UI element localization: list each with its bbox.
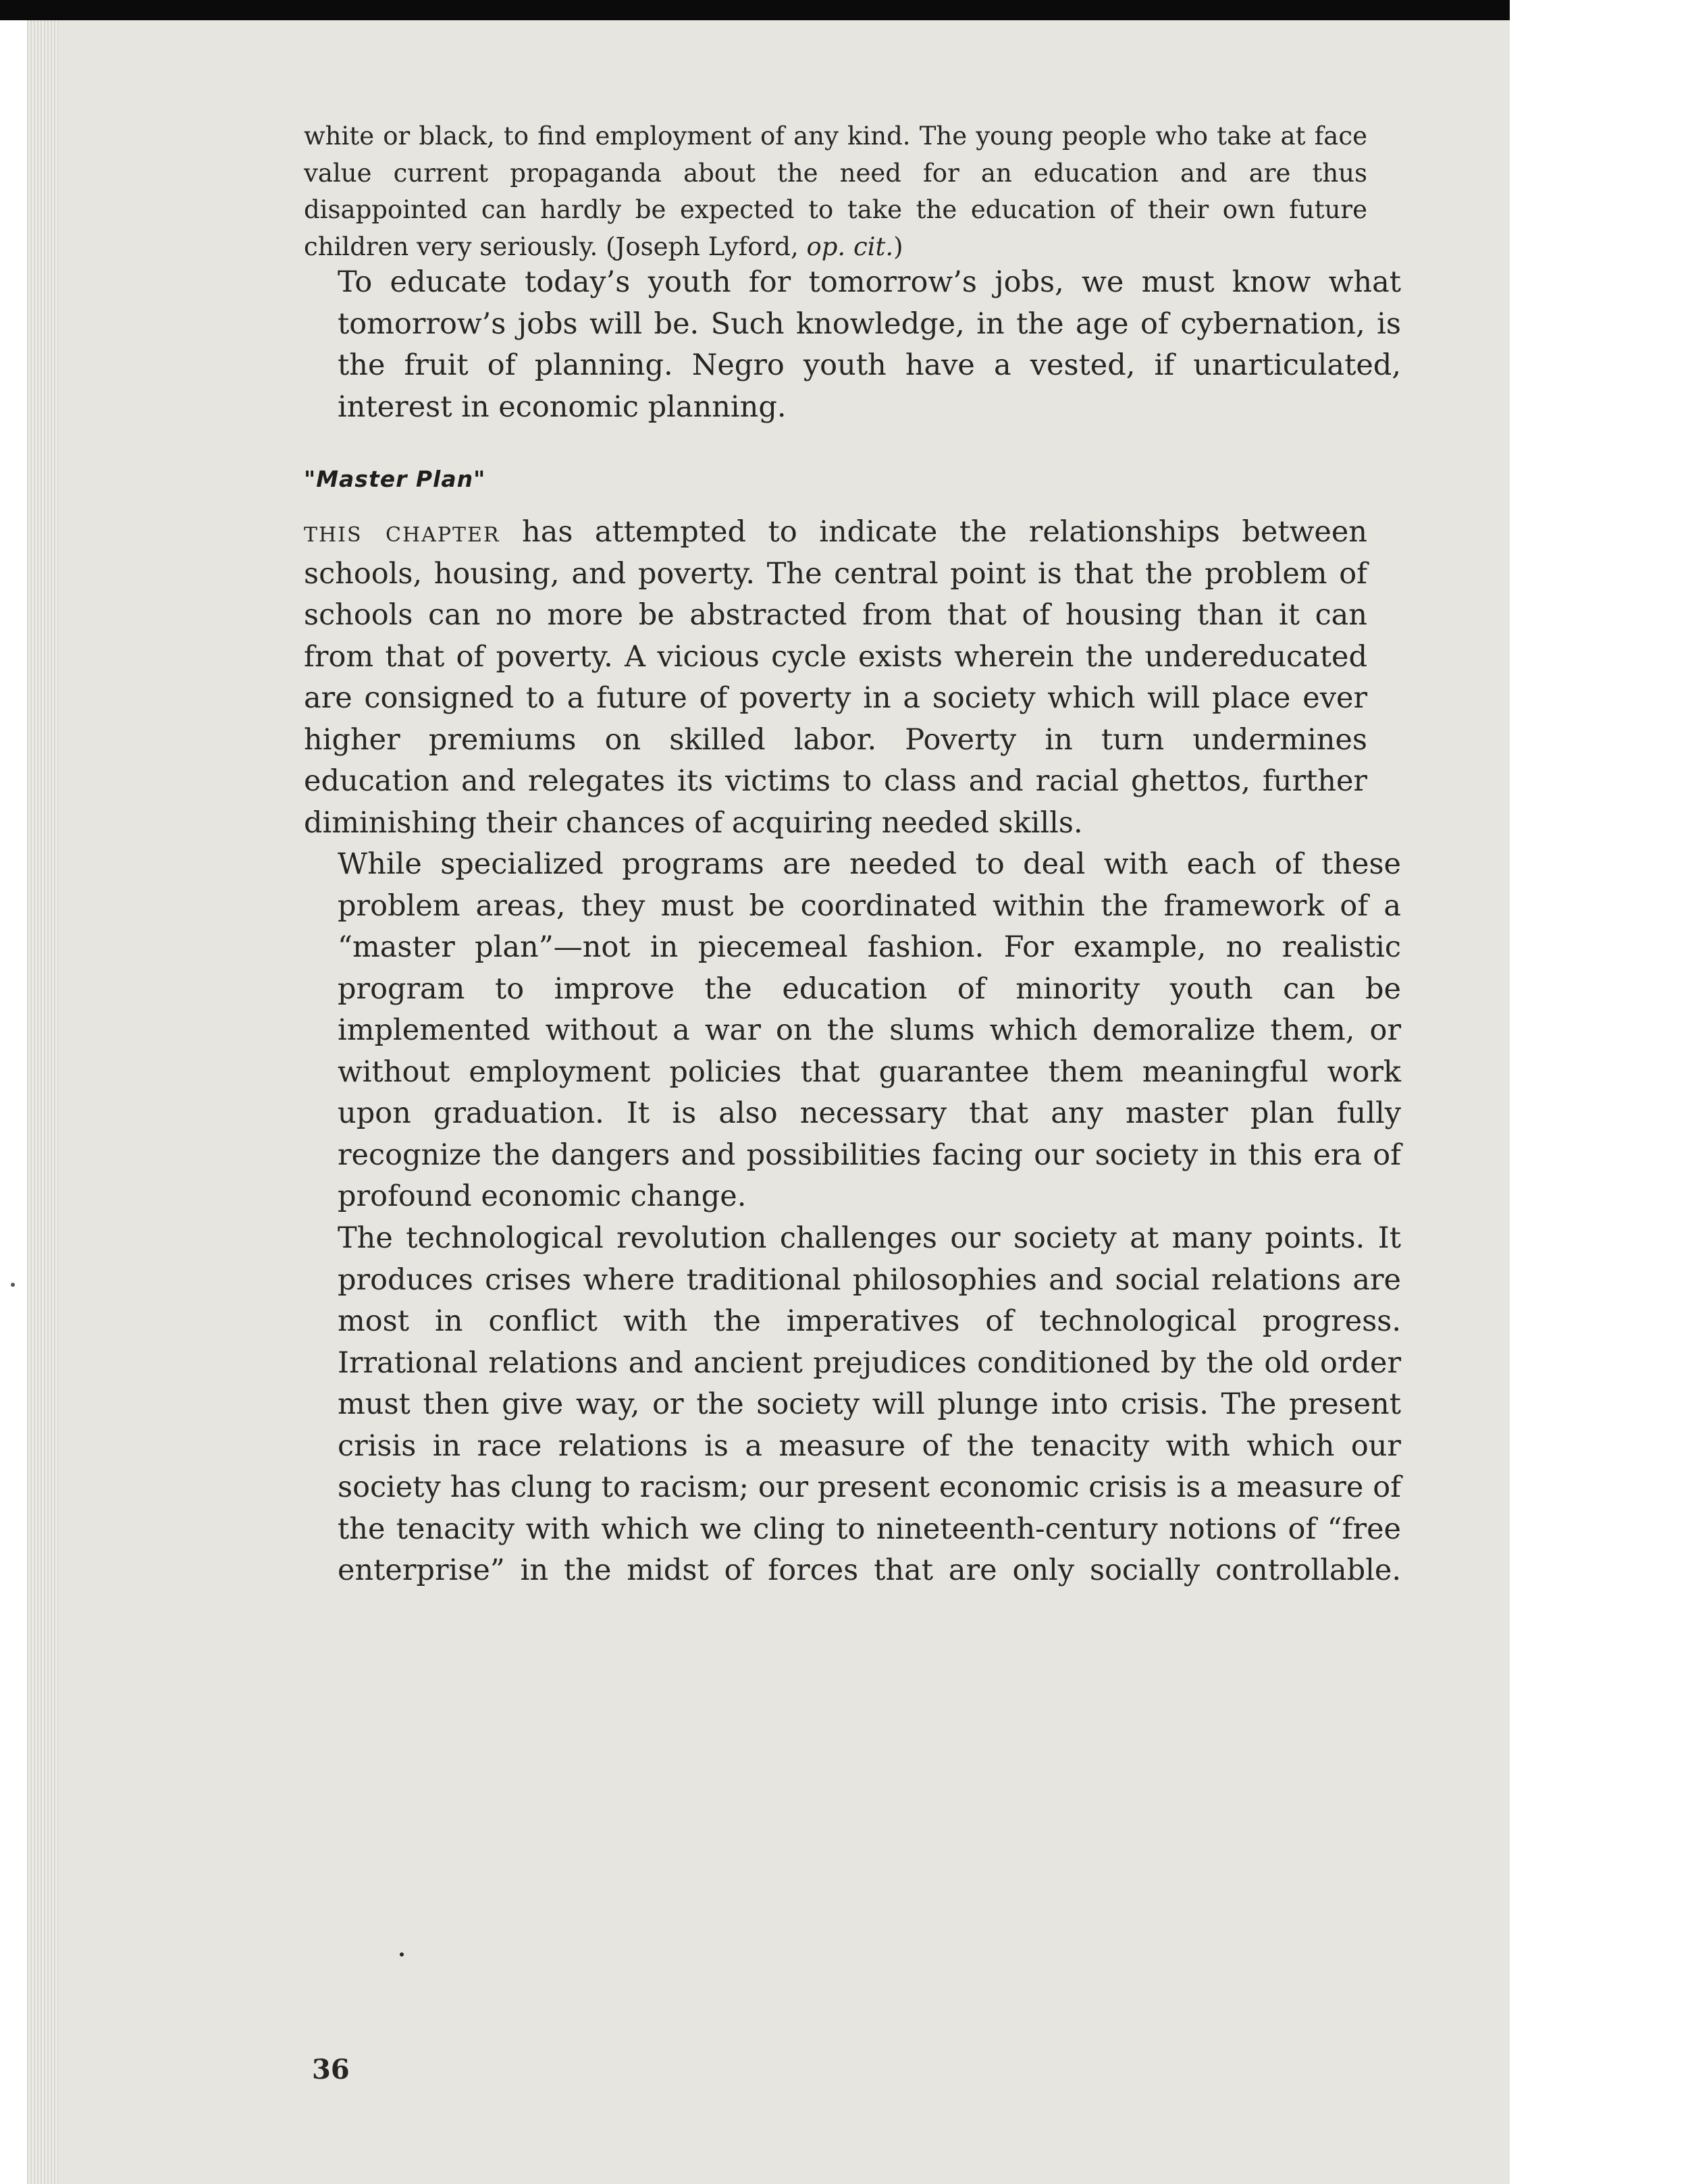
page-stack-edge [27, 20, 58, 2184]
quote-close: ) [893, 232, 903, 261]
paragraph-3: While specialized programs are needed to deal with each of these problem areas, they must be coordinated within the framework of a “master plan”—not in piecemeal fashion. For example, no realistic program to improve the education of minority youth can be implemented without a war on the slums which demoralize them, or without employment policies that guarantee them meaningful work upon graduation. It is also necessary that any master plan fully recognize the dangers and possibilities facing our society in this era of profound economic change. [338, 847, 1401, 1213]
quote-citation: op. cit. [806, 232, 894, 261]
speck-mark [11, 1283, 15, 1287]
speck-mark [400, 1952, 404, 1956]
block-quote [304, 118, 1367, 265]
paragraph-2 [304, 512, 1367, 844]
scan-border-top [0, 0, 1510, 20]
scan-margin-right [1510, 0, 1688, 2184]
paragraph-1: To educate today’s youth for tomorrow’s jobs, we must know what tomorrow’s jobs will be. Such knowledge, in the age of cybernation, is the fruit of planning. Negro youth have a vested, if unarticulated, interest in economic planning. [338, 265, 1401, 424]
page-number: 36 [312, 2054, 350, 2085]
section-heading: "Master Plan" [304, 466, 486, 492]
quote-text: white or black, to find employment of any kind. The young people who take at face value current propaganda about the need for an education and are thus disappointed can hardly be expected to take the education of their own future children very seriously. (Joseph Lyford, [304, 122, 1367, 261]
paragraph-lead-smallcaps: this chapter [304, 515, 500, 549]
paragraph-4: The technological revolution challenges our society at many points. It produces crises where traditional philosophies and social relations are most in conflict with the imperatives of technological progress. Irrational relations and ancient prejudices conditioned by the old order must then give way, or the society will plunge into crisis. The present crisis in race relations is a measure of the tenacity with which our society has clung to racism; our present economic crisis is a measure of the tenacity with which we cling to nineteenth-century notions of “free enterprise” in the midst of forces that are only socially controllable. [338, 1221, 1401, 1587]
paragraph-2-text: has attempted to indicate the relationships between schools, housing, and poverty. The central point is that the problem of schools can no more be abstracted from that of housing than it can from that of poverty. A vicious cycle exists wherein the undereducated are consigned to a future of poverty in a society which will place ever higher premiums on skilled labor. Poverty in turn undermines education and relegates its victims to class and racial ghettos, further diminishing their chances of acquiring needed skills. [304, 515, 1367, 840]
